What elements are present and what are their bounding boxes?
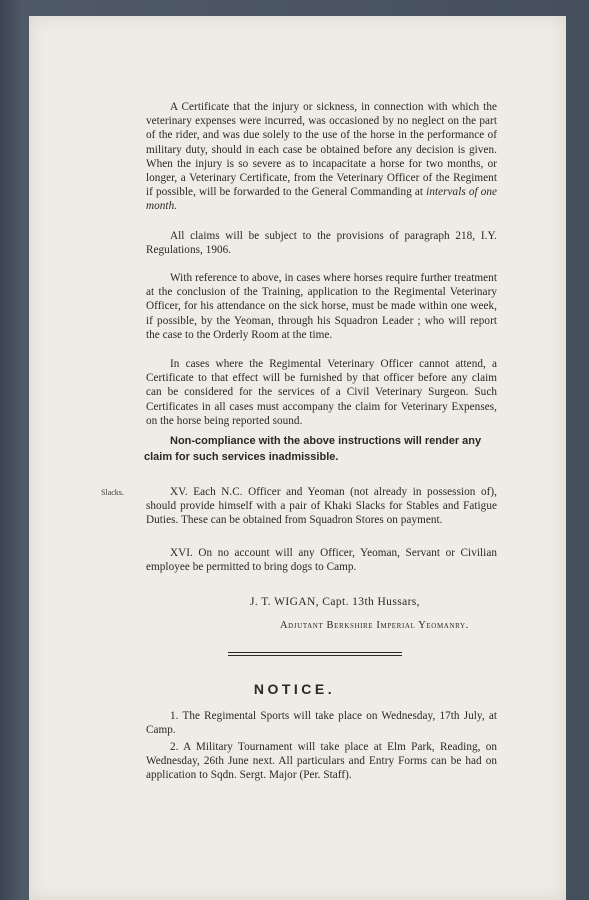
certificate-text: A Certificate that the injury or sickness, in connection with which the veterinary expenses were incurred, was occasioned by no neglect on the part of the rider, and was due solely to the use of the horse in the performance of military duty, should in each case be obtained before any decision is given. When the injury is so severe as to incapacitate a horse for two months, or longer, a Veterinary Certificate, from the Veterinary Officer of the Regiment if possible, will be forwarded to the General Commanding at: [146, 101, 497, 199]
certificate-emphasis: intervals of one month.: [146, 186, 497, 213]
margin-note-slacks: Slacks.: [101, 488, 124, 497]
notice-item-1: 1. The Regimental Sports will take place on Wednesday, 17th July, at Camp.: [146, 710, 497, 737]
treatment-paragraph: With reference to above, in cases where horses require further treatment at the conclusion of the Training, application to the Regimental Veterinary Officer, for his attendance on the sick horse, must be made within one week, if possible, by the Yeoman, through his Squadron Leader ; who will report the case to the Orderly Room at the time.: [146, 272, 497, 341]
civil-surgeon-paragraph: In cases where the Regimental Veterinary Officer cannot attend, a Certificate to that effect will be furnished by that officer before any claim can be considered for the services of a Civil Veterinary Surgeon. Such Certificates in all cases must accompany the claim for Veterinary Expenses, on the horse being reported sound.: [146, 358, 497, 427]
section-xv: XV. Each N.C. Officer and Yeoman (not already in possession of), should provide himself with a pair of Khaki Slacks for Stables and Fatigue Duties. These can be obtained from Squadron Stores on payment.: [146, 486, 497, 527]
certificate-paragraph: [146, 100, 497, 214]
section-xvi: XVI. On no account will any Officer, Yeoman, Servant or Civilian employee be permitted to bring dogs to Camp.: [146, 547, 497, 574]
signature-name: J. T. WIGAN, Capt. 13th Hussars,: [250, 596, 420, 608]
notice-item-2: 2. A Military Tournament will take place at Elm Park, Reading, on Wednesday, 26th June next. All particulars and Entry Forms can be had on application to Sqdn. Sergt. Major (Per. Staff).: [146, 741, 497, 782]
signature-title: Adjutant Berkshire Imperial Yeomanry.: [280, 620, 469, 631]
divider-top: [228, 652, 402, 653]
claims-paragraph: All claims will be subject to the provisions of paragraph 218, I.Y. Regulations, 1906.: [146, 230, 497, 257]
divider-bottom: [228, 655, 402, 656]
non-compliance-warning: Non-compliance with the above instructions will render any claim for such services inadmissible.: [144, 435, 482, 463]
notice-title: NOTICE.: [253, 681, 336, 697]
